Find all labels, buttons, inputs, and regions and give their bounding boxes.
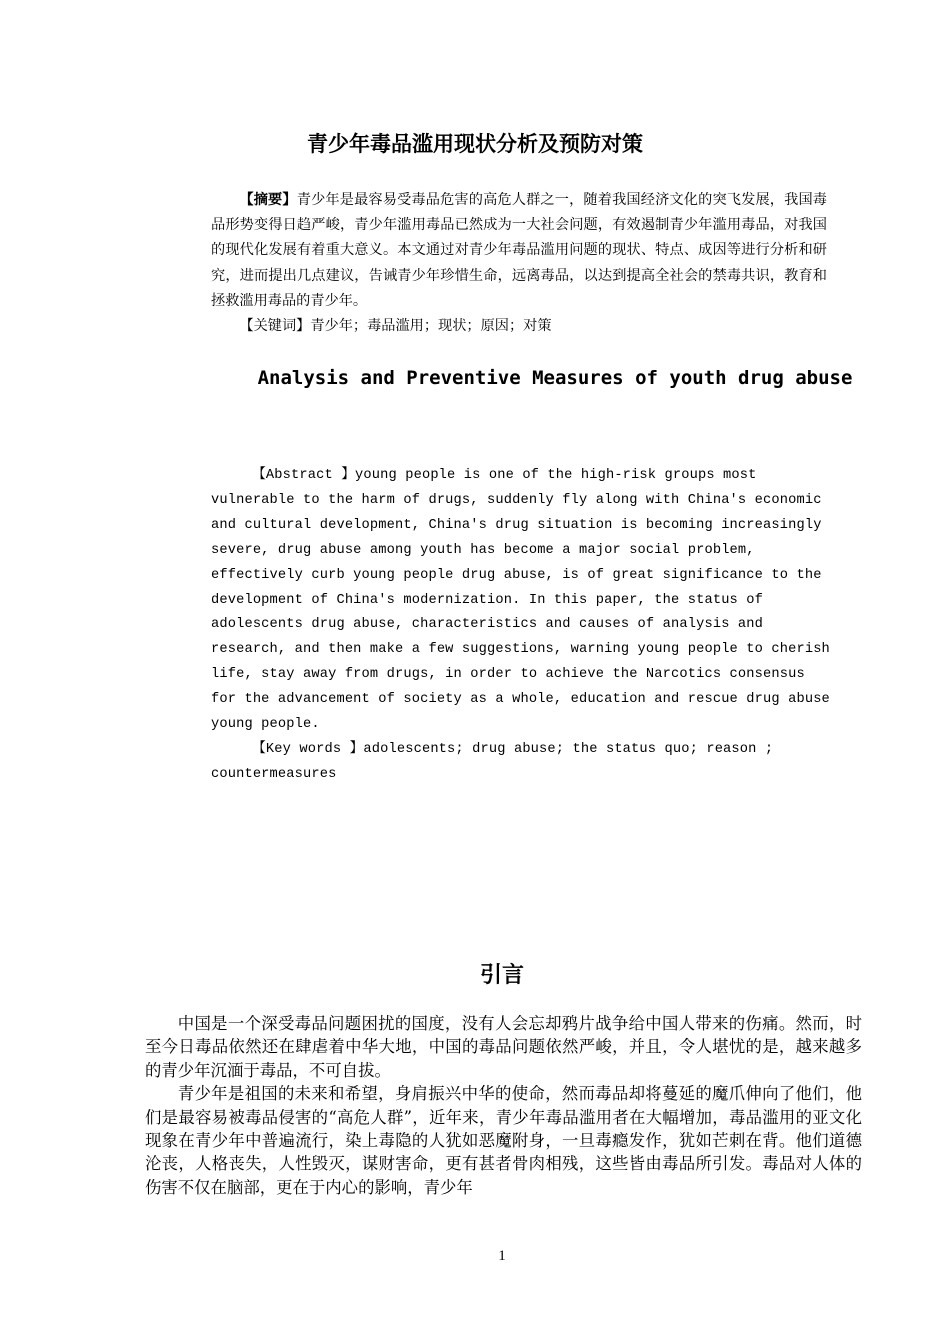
document-title-en: Analysis and Preventive Measures of youth drug abuse [257, 367, 853, 389]
abstract-cn-tag: 【摘要】 [239, 192, 297, 208]
body-text [145, 1012, 862, 1199]
abstract-cn [211, 188, 827, 314]
body-paragraph: 中国是一个深受毒品问题困扰的国度，没有人会忘却鸦片战争给中国人带来的伤痛。然而，时至今日毒品依然还在肆虐着中华大地，中国的毒品问题依然严峻，并且，令人堪忧的是，越来越多的青少年沉湎于毒品，不可自拔。 [145, 1014, 862, 1080]
abstract-en: 【Abstract 】young people is one of the high-risk groups most vulnerable to the harm of drugs, suddenly fly along with China's economic and cultural development, China's drug situation is becoming increasingly severe, drug abuse among youth has become a major social problem, effectively curb young people drug abuse, is of great significance to the development of China's modernization. In this paper, the status of adolescents drug abuse, characteristics and causes of analysis and research, and then make a few suggestions, warning young people to cherish life, stay away from drugs, in order to achieve the Narcotics consensus for the advancement of society as a whole, education and rescue drug abuse young people. [211, 468, 830, 733]
page-number: 1 [498, 1248, 506, 1264]
section-heading-introduction: 引言 [479, 963, 524, 988]
document-title-cn: 青少年毒品滥用现状分析及预防对策 [307, 132, 643, 157]
abstract-cn-text: 青少年是最容易受毒品危害的高危人群之一，随着我国经济文化的突飞发展，我国毒品形势变得日趋严峻，青少年滥用毒品已然成为一大社会问题，有效遏制青少年滥用毒品，对我国的现代化发展有着重大意义。本文通过对青少年毒品滥用问题的现状、特点、成因等进行分析和研究，进而提出几点建议，告诫青少年珍惜生命，远离毒品，以达到提高全社会的禁毒共识，教育和拯救滥用毒品的青少年。 [211, 192, 827, 309]
keywords-en: 【Key words 】adolescents; drug abuse; the status quo; reason ; countermeasures [211, 742, 774, 782]
keywords-cn: 【关键词】青少年；毒品滥用；现状；原因；对策 [239, 318, 552, 334]
body-paragraph: 青少年是祖国的未来和希望，身肩振兴中华的使命，然而毒品却将蔓延的魔爪伸向了他们，他们是最容易被毒品侵害的“高危人群”，近年来，青少年毒品滥用者在大幅增加，毒品滥用的亚文化现象在青少年中普遍流行，染上毒隐的人犹如恶魔附身，一旦毒瘾发作，犹如芒刺在背。他们道德沦丧，人格丧失，人性毁灭，谋财害命，更有甚者骨肉相残，这些皆由毒品所引发。毒品对人体的伤害不仅在脑部，更在于内心的影响，青少年 [145, 1084, 862, 1197]
